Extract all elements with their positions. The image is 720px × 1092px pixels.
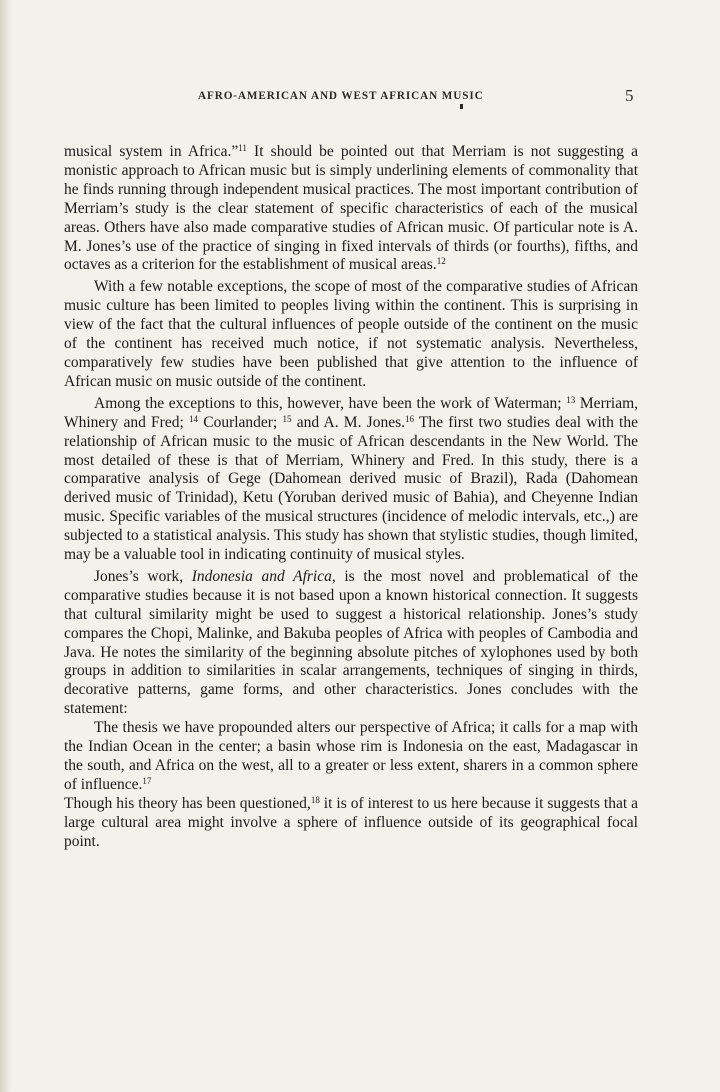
paragraph-3 <box>64 395 638 565</box>
running-head <box>0 88 720 110</box>
text-run: Jones’s work, <box>94 567 192 585</box>
text-run: It should be pointed out that Merriam is not suggesting a monistic approach to African music but is simply underlining elements of commonality that he finds running through independent musical practices. The most important contribution of Merriam’s study is the clear statement of specific characteristics of each of the musical areas. Others have also made comparative studies of African music. Of particular note is A. M. Jones’s use of the practice of singing in fixed intervals of thirds (or fourths), fifths, and octaves as a criterion for the establishment of musical areas. <box>64 143 638 274</box>
paragraph-1 <box>64 143 638 275</box>
text-run: Courlander; <box>198 413 283 431</box>
paragraph-4 <box>64 568 638 719</box>
paragraph-5 <box>64 795 638 852</box>
paragraph-2: With a few notable exceptions, the scope of most of the comparative studies of African music culture has been limited to peoples living within the continent. This is surprising in view of the fact that the cultural influences of people outside of the continent on the music of the continent has received much notice, if not systematic analysis. Nevertheless, comparatively few studies have been published that give attention to the influence of African music on music outside of the continent. <box>64 278 638 390</box>
block-quote <box>64 719 638 795</box>
footnote-ref: 14 <box>189 413 199 424</box>
text-run: it is of interest to us here because it suggests that a large cultural area might involve a sphere of influence outside of its geographical focal point. <box>64 794 639 850</box>
footnote-ref: 17 <box>142 775 152 786</box>
text-run: and A. M. Jones. <box>291 413 405 431</box>
footnote-ref: 12 <box>436 256 446 267</box>
footnote-ref: 15 <box>282 413 292 424</box>
text-run: Among the exceptions to this, however, have been the work of Waterman; <box>94 394 567 412</box>
quote-text: The thesis we have propounded alters our perspective of Africa; it calls for a map with the Indian Ocean in the center; a basin whose rim is Indonesia on the east, Madagascar in the south, and Africa on the west, all to a greater or less extent, sharers in a common sphere of influence. <box>64 719 638 793</box>
footnote-ref: 11 <box>238 143 247 153</box>
page-number: 5 <box>625 86 634 105</box>
footnote-ref: 16 <box>405 413 414 424</box>
footnote-ref: 13 <box>566 394 576 405</box>
text-run: The first two studies deal with the relationship of African music to the music of African descendants in the New World. The most detailed of these is that of Merriam, Whinery and Fred. In this study, there is a comparative analysis of Gege (Dahomean derived music of Brazil), Rada (Dahomean derived music of Trinidad), Ketu (Yoruban derived music of Bahia), and Cheyenne Indian music. Specific variables of the musical structures (incidence of melodic intervals, etc.,) are subjected to a statistical analysis. This study has shown that stylistic studies, though limited, may be a valuable tool in indicating continuity of musical styles. <box>64 413 638 564</box>
text-run: musical system in Africa.” <box>64 143 239 160</box>
ink-mark <box>460 104 463 109</box>
text-run: Merriam, Whinery and Fred; <box>64 394 639 431</box>
running-title: AFRO-AMERICAN AND WEST AFRICAN MUSIC <box>198 90 484 102</box>
text-run: is the most novel and problematical of the comparative studies because it is not based upon a known historical connection. It suggests that cultural similarity might be used to suggest a historical relationship. Jones’s study compares the Chopi, Malinke, and Bakuba peoples of Africa with peoples of Cambodia and Java. He notes the similarity of the beginning absolute pitches of xylophones used by both groups in addition to similarities in scalar arrangements, techniques of singing in thirds, decorative patterns, game forms, and other characteristics. Jones concludes with the statement: <box>64 567 639 718</box>
page-edge-shadow <box>0 0 12 1092</box>
text-run: Though his theory has been questioned, <box>64 794 311 812</box>
footnote-ref: 18 <box>310 794 320 805</box>
body-text <box>64 143 638 852</box>
book-title: Indonesia and Africa, <box>191 567 336 585</box>
